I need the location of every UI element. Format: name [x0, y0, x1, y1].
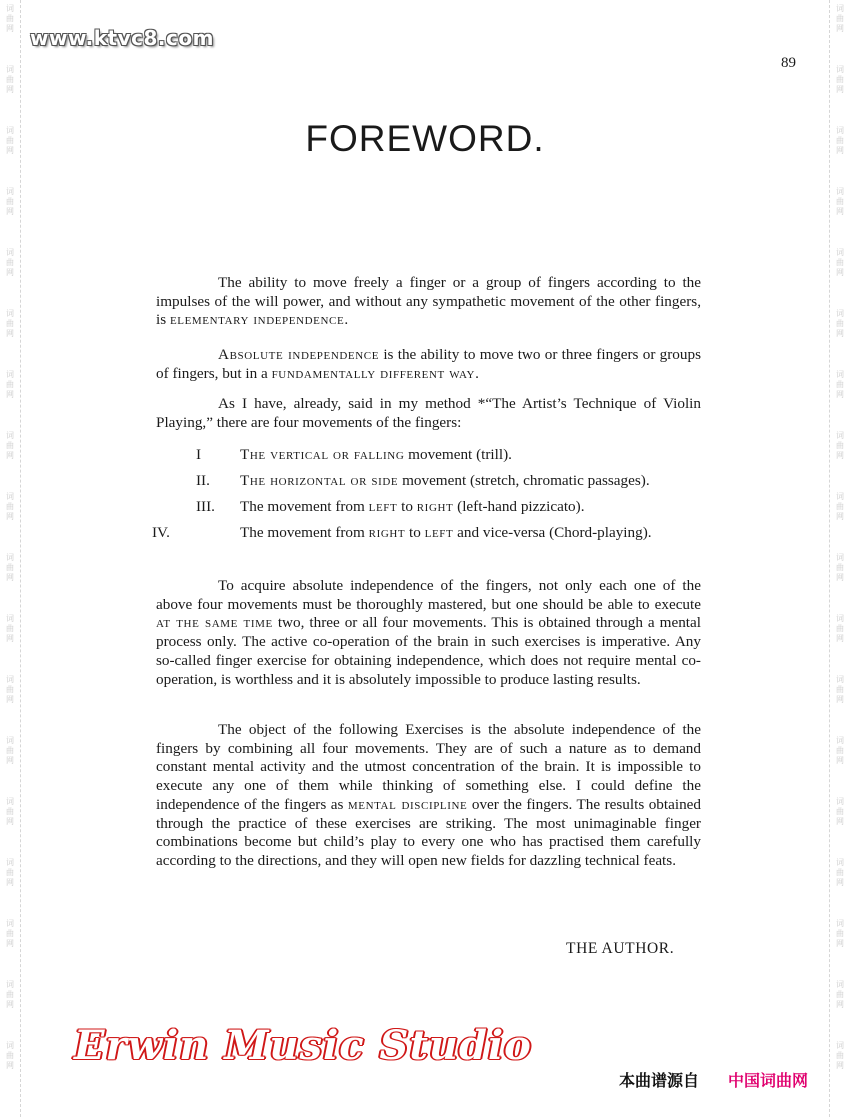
margin-watermark-mark: 词 曲 网: [6, 736, 14, 765]
margin-watermark-mark: 词 曲 网: [6, 65, 14, 94]
margin-watermark-mark: 词 曲 网: [6, 614, 14, 643]
paragraph-5: The object of the following Exercises is the absolute independence of the fingers by combining all four movements. They are of such a nature as to demand constant mental activity and the utmost concentration of the brain. It is impossible to execute any one of them while thinking of something else. I could define the independence of the fingers as mental discipline over the fingers. The results obtained through the practice of these exercises are striking. The most unimaginable finger combinations become but child’s play to every one who has practised them carefully according to the directions, and they will open new fields for dazzling technical feats.: [156, 721, 701, 869]
margin-watermark-mark: 词 曲 网: [836, 1041, 844, 1070]
margin-watermark-mark: 词 曲 网: [836, 126, 844, 155]
margin-watermark-mark: 词 曲 网: [6, 248, 14, 277]
page-number: 89: [781, 55, 796, 71]
signature: THE AUTHOR.: [566, 940, 675, 957]
margin-watermark-mark: 词 曲 网: [6, 309, 14, 338]
margin-watermark-mark: 词 曲 网: [6, 4, 14, 33]
margin-watermark-mark: 词 曲 网: [6, 1041, 14, 1070]
margin-watermark-mark: 词 曲 网: [6, 919, 14, 948]
movement-list-item-1: I The vertical or falling movement (trill).: [196, 446, 512, 463]
movement-list-item-2: II. The horizontal or side movement (stretch, chromatic passages).: [196, 472, 650, 489]
margin-watermark-mark: 词 曲 网: [836, 248, 844, 277]
margin-watermark-mark: 词 曲 网: [6, 370, 14, 399]
margin-watermark-mark: 词 曲 网: [6, 980, 14, 1009]
studio-logo: Erwin Music Studio: [74, 1022, 532, 1069]
source-label: 本曲谱源自: [619, 1071, 700, 1090]
margin-watermark-mark: 词 曲 网: [836, 492, 844, 521]
margin-watermark-mark: 词 曲 网: [6, 858, 14, 887]
margin-watermark-mark: 词 曲 网: [836, 797, 844, 826]
margin-watermark-mark: 词 曲 网: [836, 614, 844, 643]
page-title: FOREWORD.: [305, 118, 545, 159]
margin-watermark-mark: 词 曲 网: [836, 675, 844, 704]
watermark-url: www.ktvc8.com: [30, 26, 214, 50]
margin-watermark-mark: 词 曲 网: [6, 431, 14, 460]
margin-watermark-mark: 词 曲 网: [836, 736, 844, 765]
margin-watermark-mark: 词 曲 网: [836, 553, 844, 582]
movement-list-item-3: III. The movement from left to right (left-hand pizzicato).: [196, 498, 585, 515]
paragraph-3: As I have, already, said in my method *“The Artist’s Technique of Violin Playing,” there are four movements of the fingers:: [156, 395, 701, 431]
margin-watermark-mark: 词 曲 网: [6, 553, 14, 582]
paragraph-1: The ability to move freely a finger or a group of fingers according to the impulses of the will power, and without any sympathetic movement of the other fingers, is elementary independence.: [156, 274, 701, 329]
margin-watermark-mark: 词 曲 网: [836, 187, 844, 216]
margin-watermark-mark: 词 曲 网: [836, 431, 844, 460]
margin-watermark-mark: 词 曲 网: [836, 858, 844, 887]
paragraph-4: To acquire absolute independence of the fingers, not only each one of the above four movements must be thoroughly mastered, but one should be able to execute at the same time two, three or all four movements. This is obtained through a mental process only. The active co-operation of the brain in such exercises is imperative. Any so-called finger exercise for obtaining independence, which does not require mental co-operation, is worthless and it is absolutely impossible to produce lasting results.: [156, 577, 701, 688]
margin-watermark-mark: 词 曲 网: [6, 126, 14, 155]
margin-watermark-mark: 词 曲 网: [836, 4, 844, 33]
margin-watermark-mark: 词 曲 网: [6, 492, 14, 521]
margin-watermark-mark: 词 曲 网: [836, 919, 844, 948]
margin-watermark-mark: 词 曲 网: [836, 309, 844, 338]
source-site-link[interactable]: 中国词曲网: [728, 1071, 809, 1090]
margin-watermark-mark: 词 曲 网: [6, 675, 14, 704]
paragraph-2: Absolute independence is the ability to move two or three fingers or groups of fingers, but in a fundamentally different way.: [156, 346, 701, 382]
margin-watermark-mark: 词 曲 网: [6, 187, 14, 216]
margin-watermark-mark: 词 曲 网: [836, 370, 844, 399]
margin-watermark-mark: 词 曲 网: [836, 65, 844, 94]
margin-watermark-mark: 词 曲 网: [6, 797, 14, 826]
margin-watermark-mark: 词 曲 网: [836, 980, 844, 1009]
movement-list-item-4: IV. The movement from right to left and vice-versa (Chord-playing).: [152, 524, 652, 541]
